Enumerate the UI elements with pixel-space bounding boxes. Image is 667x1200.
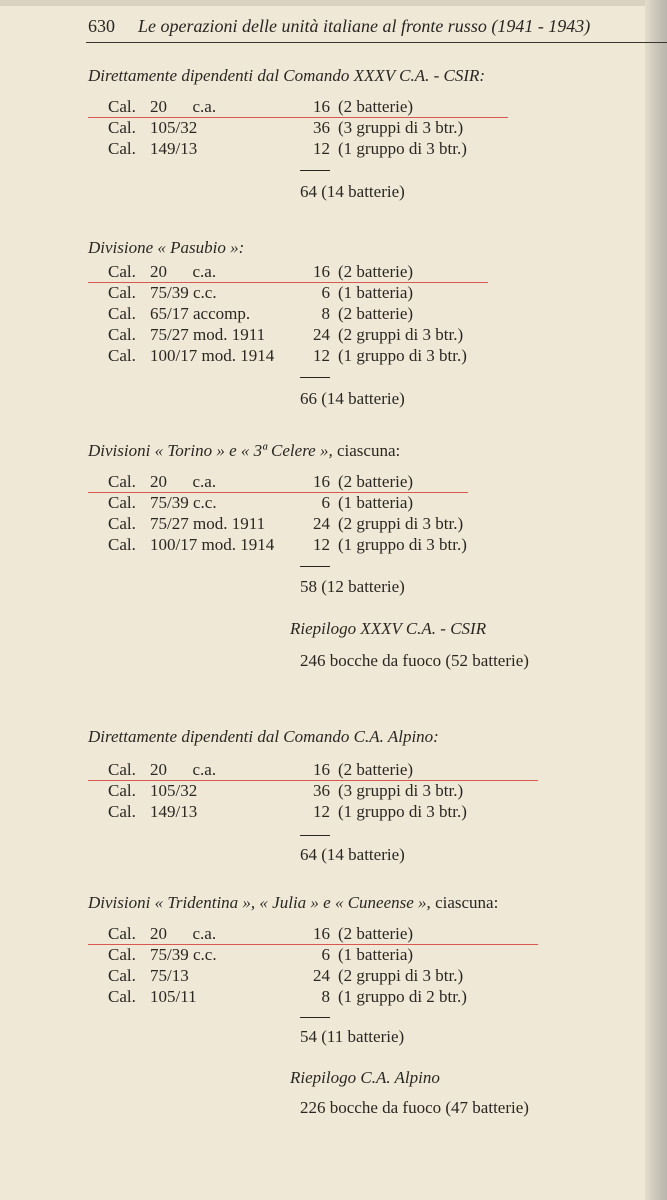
battery-description: (1 gruppo di 3 btr.) bbox=[338, 802, 467, 821]
caliber-size: 75/13 bbox=[150, 966, 189, 985]
battery-description: (2 batterie) bbox=[338, 472, 414, 491]
caliber-size: 105/32 bbox=[150, 781, 198, 800]
sum-rule bbox=[300, 1017, 330, 1018]
battery-description: (2 gruppi di 3 btr.) bbox=[338, 514, 464, 533]
section-total: 54 (11 batterie) bbox=[300, 1027, 405, 1046]
section-heading bbox=[88, 727, 439, 747]
summary-total: 226 bocche da fuoco (47 batterie) bbox=[300, 1098, 529, 1117]
running-header bbox=[88, 16, 648, 37]
section-heading bbox=[88, 66, 485, 86]
caliber-size: 20 c.a. bbox=[150, 760, 217, 779]
battery-description: (2 batterie) bbox=[338, 97, 414, 116]
caliber-size: 65/17 accomp. bbox=[150, 304, 251, 323]
battery-description: (2 batterie) bbox=[338, 760, 414, 779]
gun-count: 6 bbox=[321, 945, 330, 964]
sum-rule bbox=[300, 170, 330, 171]
caliber-label: Cal. bbox=[108, 472, 136, 491]
caliber-label: Cal. bbox=[108, 760, 136, 779]
caliber-label: Cal. bbox=[108, 781, 136, 800]
sum-rule bbox=[300, 566, 330, 567]
caliber-label: Cal. bbox=[108, 987, 136, 1006]
caliber-size: 105/32 bbox=[150, 118, 198, 137]
battery-description: (1 gruppo di 3 btr.) bbox=[338, 139, 467, 158]
gun-count: 12 bbox=[313, 535, 330, 554]
battery-description: (2 batterie) bbox=[338, 304, 414, 323]
gun-count: 16 bbox=[313, 97, 330, 116]
section-heading bbox=[88, 441, 400, 461]
caliber-size: 100/17 mod. 1914 bbox=[150, 535, 275, 554]
gun-count: 24 bbox=[313, 966, 330, 985]
gun-count: 16 bbox=[313, 924, 330, 943]
gun-count: 16 bbox=[313, 262, 330, 281]
battery-description: (2 gruppi di 3 btr.) bbox=[338, 325, 464, 344]
gun-count: 12 bbox=[313, 802, 330, 821]
section-total: 58 (12 batterie) bbox=[300, 577, 405, 596]
battery-description: (3 gruppi di 3 btr.) bbox=[338, 118, 464, 137]
section-heading-suffix: ciascuna: bbox=[332, 441, 401, 460]
caliber-label: Cal. bbox=[108, 97, 136, 116]
red-underline bbox=[88, 282, 488, 283]
section-heading bbox=[88, 893, 498, 913]
section-heading-suffix: ciascuna: bbox=[430, 893, 499, 912]
summary-total: 246 bocche da fuoco (52 batterie) bbox=[300, 651, 529, 670]
gun-count: 36 bbox=[313, 781, 330, 800]
sum-rule bbox=[300, 835, 330, 836]
caliber-label: Cal. bbox=[108, 802, 136, 821]
gun-count: 36 bbox=[313, 118, 330, 137]
battery-description: (1 gruppo di 2 btr.) bbox=[338, 987, 467, 1006]
red-underline bbox=[88, 944, 538, 945]
caliber-size: 105/11 bbox=[150, 987, 197, 1006]
caliber-size: 75/39 c.c. bbox=[150, 493, 217, 512]
caliber-size: 149/13 bbox=[150, 139, 198, 158]
section-heading-text: Direttamente dipendenti dal Comando XXXV C.A. - CSIR: bbox=[88, 66, 486, 85]
page-top-edge bbox=[0, 0, 667, 6]
battery-description: (1 batteria) bbox=[338, 283, 414, 302]
caliber-label: Cal. bbox=[108, 493, 136, 512]
caliber-size: 75/39 c.c. bbox=[150, 283, 217, 302]
battery-description: (1 batteria) bbox=[338, 493, 414, 512]
gun-count: 12 bbox=[313, 139, 330, 158]
summary-title: Riepilogo C.A. Alpino bbox=[290, 1068, 440, 1087]
caliber-label: Cal. bbox=[108, 514, 136, 533]
caliber-size: 75/39 c.c. bbox=[150, 945, 217, 964]
red-underline bbox=[88, 492, 468, 493]
page-binding-edge bbox=[645, 0, 667, 1200]
section-heading bbox=[88, 238, 244, 258]
battery-description: (2 batterie) bbox=[338, 924, 414, 943]
caliber-size: 75/27 mod. 1911 bbox=[150, 325, 266, 344]
battery-description: (3 gruppi di 3 btr.) bbox=[338, 781, 464, 800]
battery-description: (2 gruppi di 3 btr.) bbox=[338, 966, 464, 985]
summary-title: Riepilogo XXXV C.A. - CSIR bbox=[290, 619, 487, 638]
battery-description: (1 batteria) bbox=[338, 945, 414, 964]
section-heading-text: Divisioni « Tridentina », « Julia » e « Cuneense », bbox=[88, 893, 431, 912]
caliber-label: Cal. bbox=[108, 346, 136, 365]
caliber-size: 75/27 mod. 1911 bbox=[150, 514, 266, 533]
caliber-label: Cal. bbox=[108, 945, 136, 964]
gun-count: 8 bbox=[321, 987, 330, 1006]
caliber-size: 20 c.a. bbox=[150, 472, 217, 491]
battery-description: (1 gruppo di 3 btr.) bbox=[338, 535, 467, 554]
caliber-label: Cal. bbox=[108, 283, 136, 302]
red-underline bbox=[88, 117, 508, 118]
caliber-label: Cal. bbox=[108, 262, 136, 281]
sum-rule bbox=[300, 377, 330, 378]
caliber-label: Cal. bbox=[108, 535, 136, 554]
caliber-size: 20 c.a. bbox=[150, 262, 217, 281]
caliber-size: 20 c.a. bbox=[150, 924, 217, 943]
red-underline bbox=[88, 780, 538, 781]
caliber-size: 100/17 mod. 1914 bbox=[150, 346, 275, 365]
section-total: 66 (14 batterie) bbox=[300, 389, 405, 408]
gun-count: 8 bbox=[321, 304, 330, 323]
gun-count: 12 bbox=[313, 346, 330, 365]
caliber-size: 149/13 bbox=[150, 802, 198, 821]
page-number: 630 bbox=[88, 16, 115, 36]
battery-description: (1 gruppo di 3 btr.) bbox=[338, 346, 467, 365]
gun-count: 16 bbox=[313, 472, 330, 491]
section-total: 64 (14 batterie) bbox=[300, 182, 405, 201]
caliber-label: Cal. bbox=[108, 139, 136, 158]
caliber-label: Cal. bbox=[108, 966, 136, 985]
gun-count: 6 bbox=[321, 493, 330, 512]
gun-count: 24 bbox=[313, 325, 330, 344]
caliber-label: Cal. bbox=[108, 118, 136, 137]
running-title: Le operazioni delle unità italiane al fronte russo (1941 - 1943) bbox=[138, 16, 591, 36]
section-total: 64 (14 batterie) bbox=[300, 845, 405, 864]
caliber-label: Cal. bbox=[108, 304, 136, 323]
caliber-label: Cal. bbox=[108, 924, 136, 943]
battery-description: (2 batterie) bbox=[338, 262, 414, 281]
gun-count: 6 bbox=[321, 283, 330, 302]
gun-count: 16 bbox=[313, 760, 330, 779]
caliber-label: Cal. bbox=[108, 325, 136, 344]
section-heading-text: Direttamente dipendenti dal Comando C.A. Alpino: bbox=[88, 727, 439, 746]
header-rule bbox=[86, 42, 667, 43]
gun-count: 24 bbox=[313, 514, 330, 533]
section-heading-text: Divisioni « Torino » e « 3ª Celere », bbox=[88, 441, 333, 460]
section-heading-text: Divisione « Pasubio »: bbox=[88, 238, 245, 257]
caliber-size: 20 c.a. bbox=[150, 97, 217, 116]
